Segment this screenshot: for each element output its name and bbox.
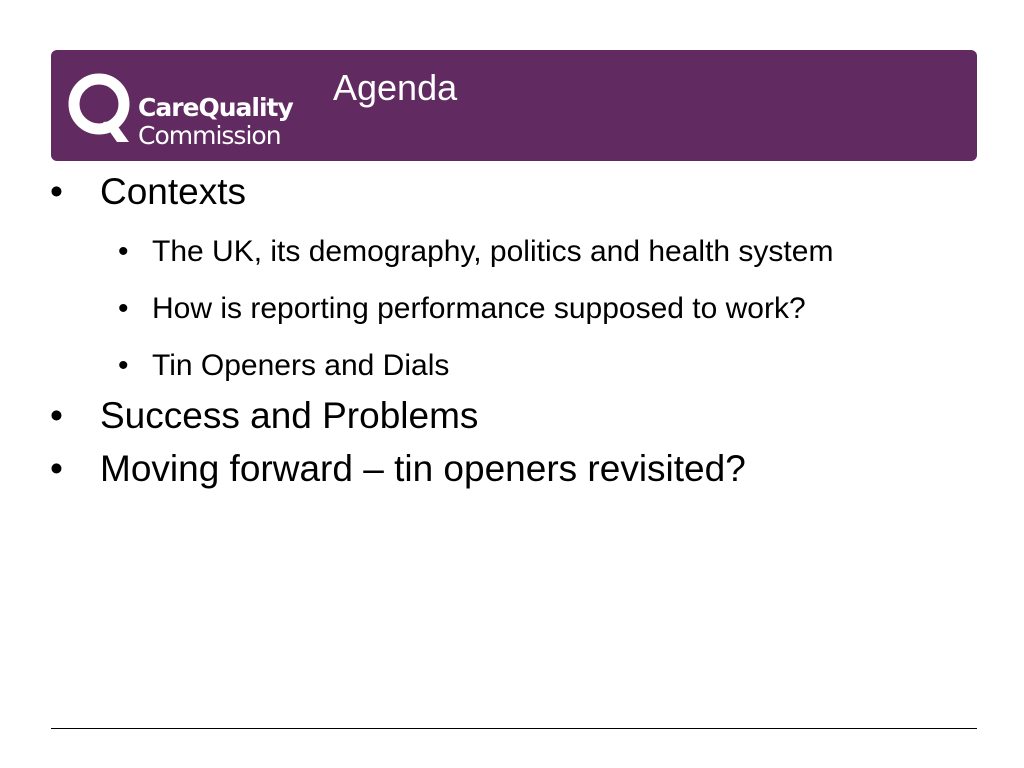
agenda-subitem-text: The UK, its demography, politics and health system xyxy=(152,235,834,268)
logo-wordmark-line1: CareQuality xyxy=(138,93,293,122)
sub-bullet-icon: • xyxy=(118,292,129,325)
sub-bullet-icon: • xyxy=(118,349,129,382)
bullet-icon: • xyxy=(50,395,63,436)
slide-title: Agenda xyxy=(333,67,458,108)
agenda-item-text: Success and Problems xyxy=(100,395,479,436)
agenda-subitem-text: Tin Openers and Dials xyxy=(152,349,450,382)
bullet-icon: • xyxy=(50,171,63,212)
agenda-subitem-text: How is reporting performance supposed to work? xyxy=(152,292,806,325)
header-banner xyxy=(51,50,977,161)
q-logo-icon xyxy=(67,70,133,146)
footer-divider xyxy=(51,728,977,729)
sub-bullet-icon: • xyxy=(118,235,129,268)
logo-wordmark-line2: Commission xyxy=(138,121,281,150)
agenda-item-text: Moving forward – tin openers revisited? xyxy=(100,448,746,489)
cqc-logo xyxy=(67,70,317,150)
bullet-icon: • xyxy=(50,448,63,489)
agenda-item-text: Contexts xyxy=(100,171,247,212)
